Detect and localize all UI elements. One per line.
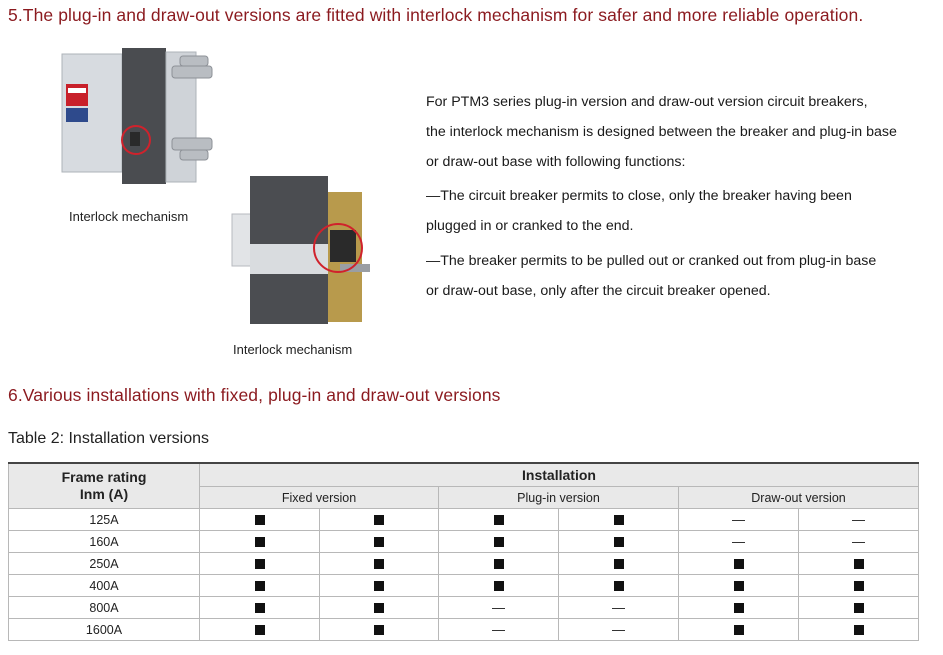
function-line: or draw-out base, only after the circuit breaker opened. [426,283,771,299]
available-square-icon [374,581,384,591]
availability-cell [679,531,799,553]
availability-cell [200,553,320,575]
availability-cell [320,531,439,553]
availability-cell [679,553,799,575]
available-square-icon [614,537,624,547]
function-line: —The breaker permits to be pulled out or cranked out from plug-in base [426,253,877,269]
frame-rating-cell: 400A [9,575,200,597]
available-square-icon [734,603,744,613]
available-square-icon [734,581,744,591]
available-square-icon [374,537,384,547]
availability-cell [799,531,919,553]
not-available-dash-icon [852,542,865,543]
available-square-icon [494,581,504,591]
table-title: Table 2: Installation versions [8,430,209,447]
interlock-function-2 [426,246,936,306]
interlock-caption-2: Interlock mechanism [233,342,353,357]
available-square-icon [614,515,624,525]
table-row [9,619,919,641]
not-available-dash-icon [612,608,625,609]
table-row [9,575,919,597]
table-row [9,509,919,531]
fixed-version-header: Fixed version [200,487,439,509]
interlock-function-1 [426,181,936,241]
available-square-icon [255,537,265,547]
not-available-dash-icon [492,608,505,609]
available-square-icon [255,559,265,569]
availability-cell [200,619,320,641]
function-line: plugged in or cranked to the end. [426,218,634,234]
available-square-icon [494,559,504,569]
availability-cell [799,575,919,597]
frame-rating-cell: 160A [9,531,200,553]
availability-cell [439,509,559,531]
available-square-icon [374,603,384,613]
frame-rating-header-line2: Inm (A) [79,486,129,502]
frame-rating-cell: 125A [9,509,200,531]
available-square-icon [614,581,624,591]
section-5-heading: 5.The plug-in and draw-out versions are fitted with interlock mechanism for safer and more reliable operation. [8,5,864,25]
table-body [9,509,919,641]
not-available-dash-icon [732,520,745,521]
available-square-icon [614,559,624,569]
availability-cell [200,575,320,597]
section-6-heading: 6.Various installations with fixed, plug-in and draw-out versions [8,385,501,405]
availability-cell [799,597,919,619]
available-square-icon [854,581,864,591]
availability-cell [559,597,679,619]
interlock-description [426,87,936,177]
availability-cell [320,509,439,531]
available-square-icon [374,559,384,569]
description-line: the interlock mechanism is designed between the breaker and plug-in base [426,124,897,140]
frame-rating-cell: 800A [9,597,200,619]
availability-cell [559,575,679,597]
frame-rating-cell: 1600A [9,619,200,641]
available-square-icon [255,625,265,635]
available-square-icon [494,537,504,547]
availability-cell [320,553,439,575]
installation-header: Installation [200,463,919,487]
availability-cell [679,509,799,531]
availability-cell [679,575,799,597]
availability-cell [559,553,679,575]
frame-rating-cell: 250A [9,553,200,575]
description-line: For PTM3 series plug-in version and draw-out version circuit breakers, [426,94,868,110]
available-square-icon [854,625,864,635]
availability-cell [200,531,320,553]
not-available-dash-icon [492,630,505,631]
availability-cell [439,619,559,641]
frame-rating-header-line1: Frame rating [61,469,147,485]
available-square-icon [255,581,265,591]
availability-cell [799,509,919,531]
draw-out-breaker-photo [228,172,373,327]
availability-cell [679,619,799,641]
description-line: or draw-out base with following functions: [426,154,686,170]
not-available-dash-icon [612,630,625,631]
available-square-icon [494,515,504,525]
plug-in-breaker-photo [52,42,217,190]
available-square-icon [374,625,384,635]
function-line: —The circuit breaker permits to close, only the breaker having been [426,188,852,204]
availability-cell [320,575,439,597]
availability-cell [200,597,320,619]
plug-in-version-header: Plug-in version [439,487,679,509]
table-row [9,553,919,575]
available-square-icon [734,625,744,635]
availability-cell [439,553,559,575]
availability-cell [439,597,559,619]
availability-cell [439,531,559,553]
table-row [9,597,919,619]
available-square-icon [255,603,265,613]
not-available-dash-icon [732,542,745,543]
availability-cell [200,509,320,531]
availability-cell [439,575,559,597]
draw-out-version-header: Draw-out version [679,487,919,509]
availability-cell [799,553,919,575]
availability-cell [679,597,799,619]
table-row [9,531,919,553]
availability-cell [559,531,679,553]
availability-cell [559,509,679,531]
available-square-icon [854,603,864,613]
available-square-icon [734,559,744,569]
availability-cell [320,619,439,641]
available-square-icon [255,515,265,525]
installation-versions-table [8,462,919,641]
frame-rating-header [9,463,200,509]
not-available-dash-icon [852,520,865,521]
availability-cell [320,597,439,619]
interlock-caption-1: Interlock mechanism [69,209,189,224]
available-square-icon [854,559,864,569]
availability-cell [559,619,679,641]
available-square-icon [374,515,384,525]
availability-cell [799,619,919,641]
